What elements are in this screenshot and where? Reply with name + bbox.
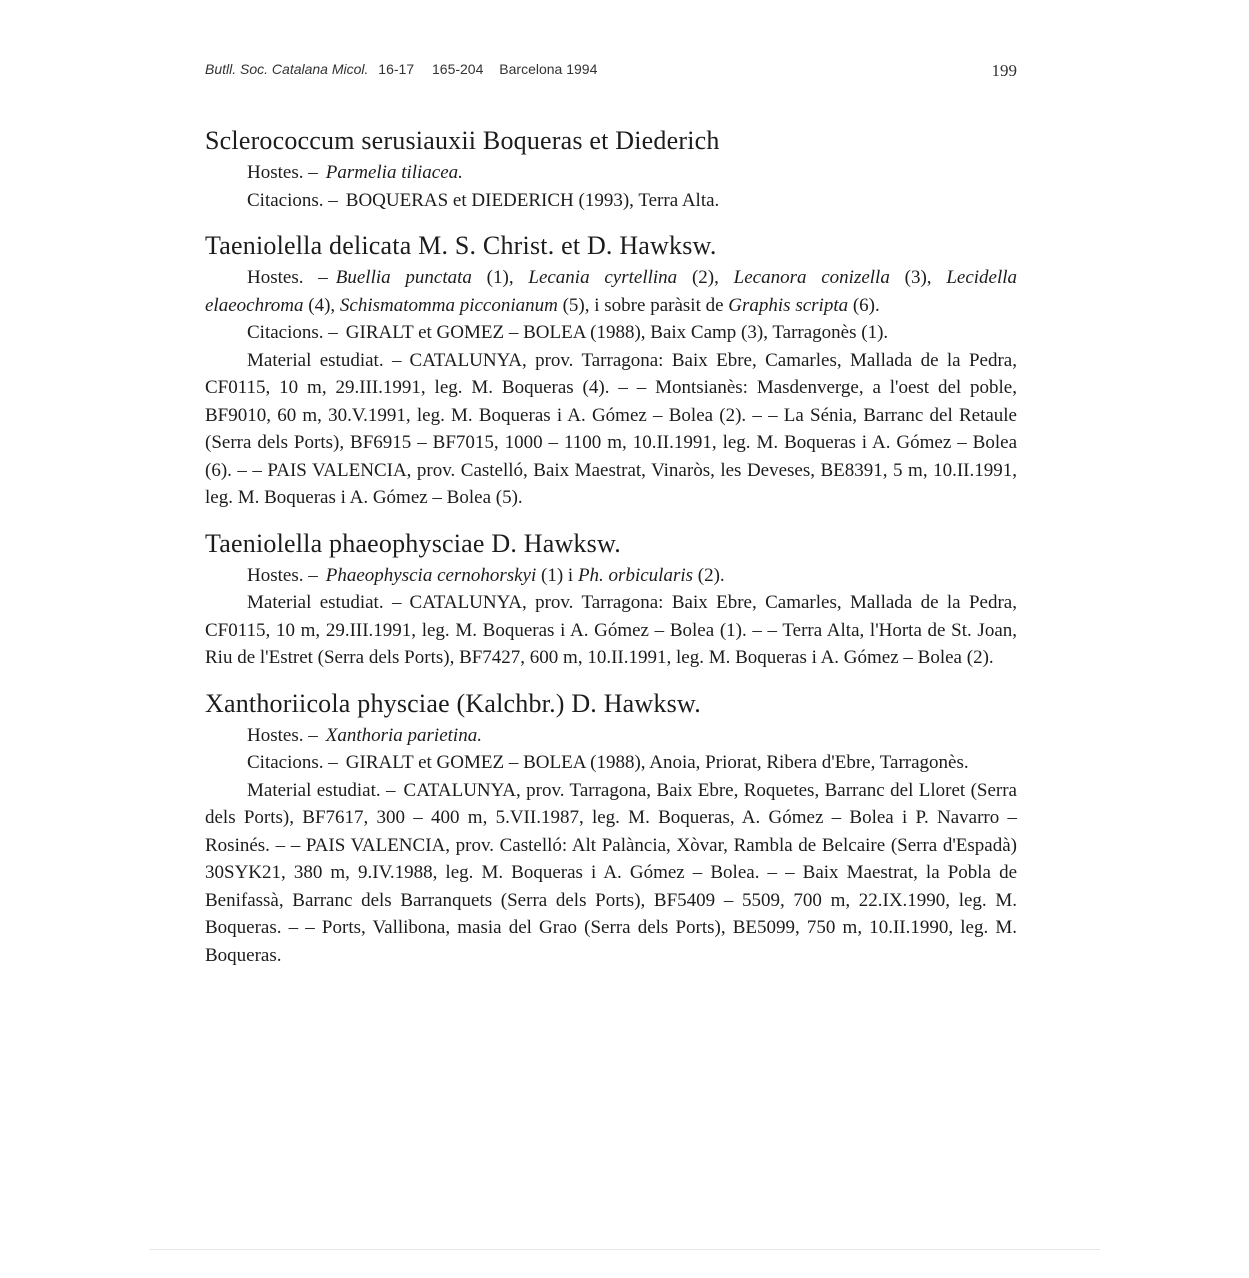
citations-paragraph (205, 319, 1017, 347)
material-text: CATALUNYA, prov. Tarragona: Baix Ebre, Camarles, Mallada de la Pedra, CF0115, 10 m, 29.III.1991, leg. M. Boqueras (4). – – Montsianès: Masdenverge, a l'oest del poble, BF9010, 60 m, 30.V.1991, leg. M. Boqueras i A. Gómez – Bolea (2). – – La Sénia, Barranc del Retaule (Serra dels Ports), BF6915 – BF7015, 1000 – 1100 m, 10.II.1991, leg. M. Boqueras i A. Gómez – Bolea (6). – – PAIS VALENCIA, prov. Castelló, Baix Maestrat, Vinaròs, les Deveses, BE8391, 5 m, 10.II.1991, leg. M. Boqueras i A. Gómez – Bolea (5). (205, 349, 1017, 508)
material-paragraph (205, 347, 1017, 512)
material-text: CATALUNYA, prov. Tarragona, Baix Ebre, Roquetes, Barranc del Lloret (Serra dels Ports), BF7617, 300 – 400 m, 5.VII.1987, leg. M. Boqueras, A. Gómez – Bolea i P. Navarro – Rosinés. – – PAIS VALENCIA, prov. Castelló: Alt Palància, Xòvar, Rambla de Belcaire (Serra d'Espadà) 30SYK21, 380 m, 9.IV.1988, leg. M. Boqueras i A. Gómez – Bolea. – – Baix Maestrat, la Pobla de Benifassà, Barranc dels Barranquets (Serra dels Ports), BF5409 – 5509, 700 m, 22.IX.1990, leg. M. Boqueras. – – Ports, Vallibona, masia del Grao (Serra dels Ports), BE5099, 750 m, 10.II.1990, leg. M. Boqueras. (205, 779, 1017, 966)
citations-text: GIRALT et GOMEZ – BOLEA (1988), Baix Camp (3), Tarragonès (1). (345, 322, 889, 343)
host-note: (3), (889, 267, 947, 288)
citations-text: GIRALT et GOMEZ – BOLEA (1988), Anoia, Priorat, Ribera d'Ebre, Tarragonès. (345, 752, 969, 773)
species-title: Sclerococcum serusiauxii Boqueras et Diederich (205, 126, 720, 155)
material-text: CATALUNYA, prov. Tarragona: Baix Ebre, Camarles, Mallada de la Pedra, CF0115, 10 m, 29.III.1991, leg. M. Boqueras i A. Gómez – Bolea (1). – – Terra Alta, l'Horta de St. Joan, Riu de l'Estret (Serra dels Ports), BF7427, 600 m, 10.II.1991, leg. M. Boqueras i A. Gómez – Bolea (2). (205, 592, 1017, 668)
host-name: Schismatomma picconianum (339, 294, 558, 316)
scan-edge-line (150, 1249, 1100, 1250)
citations-label: Citacions. – (247, 322, 338, 343)
host-note: (2), (677, 267, 734, 288)
material-label: Material estudiat. – (247, 349, 402, 371)
host-note: (1) i (536, 564, 578, 586)
hosts-paragraph (205, 159, 1017, 187)
species-title: Taeniolella phaeophysciae D. Hawksw. (205, 528, 621, 558)
host-name: Ph. orbicularis (577, 564, 694, 586)
host-name: Lecania cyrtellina (528, 267, 678, 288)
host-name: Buellia punctata (335, 267, 472, 288)
journal-pages: 165-204 (432, 61, 484, 77)
hosts-paragraph (205, 562, 1017, 590)
host-name: Phaeophyscia cernohorskyi (325, 564, 537, 586)
material-paragraph (205, 589, 1017, 672)
material-label: Material estudiat. – (247, 592, 402, 613)
hosts-label: Hostes. – (247, 267, 328, 288)
host-note: (6). (848, 294, 880, 316)
hosts-text: Xanthoria parietina. (325, 724, 482, 746)
species-entry-sclerococcum (205, 125, 1017, 214)
species-entry-taeniolella-phaeophysciae (205, 528, 1017, 672)
host-name: Lecanora conizella (733, 267, 890, 288)
species-title: Taeniolella delicata M. S. Christ. et D. Hawksw. (205, 231, 717, 260)
host-note: (4), (303, 294, 340, 316)
journal-volume: 16-17 (378, 61, 415, 77)
species-title: Xanthoriicola physciae (Kalchbr.) D. Hawksw. (205, 688, 701, 718)
species-entry-taeniolella-delicata (205, 230, 1017, 512)
journal-place-year: Barcelona 1994 (499, 61, 598, 77)
hosts-paragraph (205, 264, 1017, 319)
host-name: Lecidella elaeochroma (205, 267, 1018, 316)
host-note: (2). (693, 564, 725, 586)
citations-paragraph (205, 749, 1017, 777)
material-label: Material estudiat. – (247, 779, 396, 801)
body-text (205, 125, 1017, 969)
hosts-text: Parmelia tiliacea. (325, 162, 463, 183)
hosts-label: Hostes. – (247, 162, 318, 183)
hosts-paragraph (205, 722, 1017, 750)
host-note: (1), (471, 267, 529, 288)
host-note: (5), i sobre paràsit de (557, 294, 729, 316)
running-header (205, 61, 1017, 81)
material-paragraph (205, 777, 1017, 970)
citations-text: BOQUERAS et DIEDERICH (1993), Terra Alta. (345, 189, 720, 211)
citations-label: Citacions. – (247, 189, 338, 211)
host-name: Graphis scripta (728, 294, 849, 316)
hosts-label: Hostes. – (247, 724, 318, 746)
citations-paragraph (205, 187, 1017, 215)
hosts-label: Hostes. – (247, 564, 318, 586)
page-number: 199 (991, 61, 1017, 80)
species-entry-xanthoriicola (205, 688, 1017, 970)
citations-label: Citacions. – (247, 752, 338, 773)
journal-name: Butll. Soc. Catalana Micol. (205, 61, 369, 77)
